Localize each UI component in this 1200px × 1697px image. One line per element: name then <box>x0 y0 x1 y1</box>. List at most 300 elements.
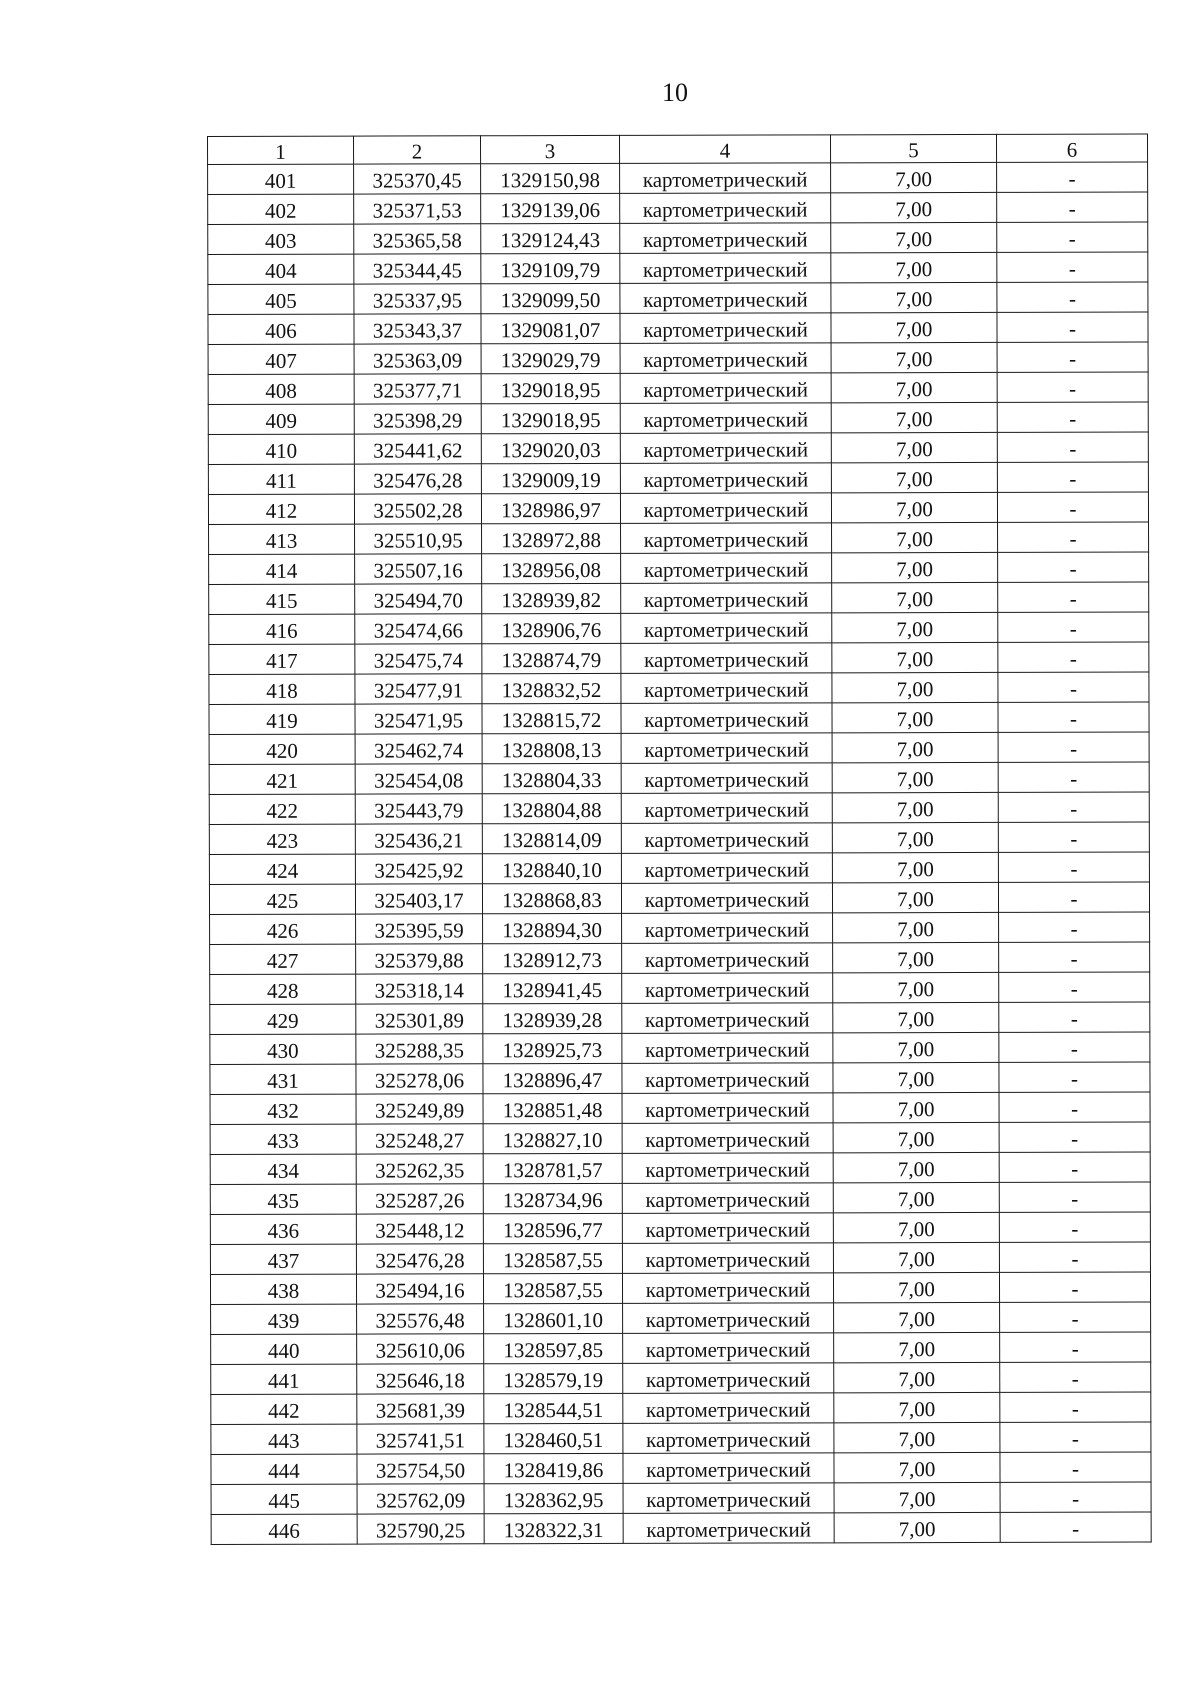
description-cell: - <box>998 612 1149 642</box>
table-row <box>211 1362 1151 1394</box>
y-coordinate-cell: 1329081,07 <box>481 313 620 343</box>
table-row <box>210 912 1150 944</box>
description-cell: - <box>998 552 1149 582</box>
x-coordinate-cell: 325741,51 <box>357 1424 484 1454</box>
description-cell: - <box>1000 1392 1151 1422</box>
method-cell: картометрический <box>622 913 833 944</box>
table-row <box>211 1482 1151 1514</box>
table-row <box>208 282 1148 314</box>
accuracy-cell: 7,00 <box>831 222 997 252</box>
point-number-cell: 431 <box>210 1064 356 1094</box>
y-coordinate-cell: 1328956,08 <box>482 553 621 583</box>
table-row <box>208 312 1148 344</box>
table-row <box>208 162 1148 194</box>
point-number-cell: 419 <box>209 704 355 734</box>
method-cell: картометрический <box>621 673 832 704</box>
x-coordinate-cell: 325471,95 <box>355 704 482 734</box>
table-row <box>209 672 1149 704</box>
description-cell: - <box>999 972 1150 1002</box>
x-coordinate-cell: 325475,74 <box>355 644 482 674</box>
point-number-cell: 445 <box>211 1484 357 1514</box>
accuracy-cell: 7,00 <box>832 642 998 672</box>
description-cell: - <box>997 282 1148 312</box>
y-coordinate-cell: 1329018,95 <box>481 373 620 403</box>
y-coordinate-cell: 1328986,97 <box>481 493 620 523</box>
description-cell: - <box>998 822 1149 852</box>
x-coordinate-cell: 325476,28 <box>356 1244 483 1274</box>
x-coordinate-cell: 325337,95 <box>354 284 481 314</box>
y-coordinate-cell: 1329009,19 <box>481 463 620 493</box>
y-coordinate-cell: 1329139,06 <box>481 193 620 223</box>
y-coordinate-cell: 1328868,83 <box>482 883 621 913</box>
point-number-cell: 426 <box>210 914 356 944</box>
point-number-cell: 409 <box>208 404 354 434</box>
method-cell: картометрический <box>622 1153 833 1184</box>
y-coordinate-cell: 1328460,51 <box>484 1423 623 1453</box>
accuracy-cell: 7,00 <box>833 1152 999 1182</box>
accuracy-cell: 7,00 <box>832 792 998 822</box>
y-coordinate-cell: 1329018,95 <box>481 403 620 433</box>
accuracy-cell: 7,00 <box>834 1452 1000 1482</box>
method-cell: картометрический <box>620 223 831 254</box>
method-cell: картометрический <box>620 373 831 404</box>
description-cell: - <box>999 1152 1150 1182</box>
accuracy-cell: 7,00 <box>832 672 998 702</box>
table-body <box>208 162 1152 1544</box>
method-cell: картометрический <box>622 1123 833 1154</box>
point-number-cell: 441 <box>211 1364 357 1394</box>
table-row <box>211 1422 1151 1454</box>
point-number-cell: 432 <box>210 1094 356 1124</box>
accuracy-cell: 7,00 <box>834 1362 1000 1392</box>
accuracy-cell: 7,00 <box>833 1122 999 1152</box>
description-cell: - <box>1000 1422 1151 1452</box>
y-coordinate-cell: 1328544,51 <box>484 1393 623 1423</box>
y-coordinate-cell: 1328781,57 <box>483 1153 622 1183</box>
y-coordinate-cell: 1328912,73 <box>483 943 622 973</box>
description-cell: - <box>997 162 1148 192</box>
y-coordinate-cell: 1329124,43 <box>481 223 620 253</box>
description-cell: - <box>1000 1362 1151 1392</box>
accuracy-cell: 7,00 <box>833 1032 999 1062</box>
method-cell: картометрический <box>621 583 832 614</box>
description-cell: - <box>999 1272 1150 1302</box>
description-cell: - <box>999 1182 1150 1212</box>
point-number-cell: 438 <box>210 1274 356 1304</box>
method-cell: картометрический <box>621 553 832 584</box>
accuracy-cell: 7,00 <box>832 612 998 642</box>
accuracy-cell: 7,00 <box>832 852 998 882</box>
description-cell: - <box>998 642 1149 672</box>
description-cell: - <box>997 462 1148 492</box>
table-row <box>210 1032 1150 1064</box>
table-row <box>208 252 1148 284</box>
accuracy-cell: 7,00 <box>834 1512 1000 1542</box>
table-row <box>209 612 1149 644</box>
x-coordinate-cell: 325494,70 <box>355 584 482 614</box>
x-coordinate-cell: 325462,74 <box>355 734 482 764</box>
x-coordinate-cell: 325494,16 <box>356 1274 483 1304</box>
description-cell: - <box>997 342 1148 372</box>
method-cell: картометрический <box>620 253 831 284</box>
accuracy-cell: 7,00 <box>833 1212 999 1242</box>
method-cell: картометрический <box>620 283 831 314</box>
table-row <box>210 1122 1150 1154</box>
column-header-6: 6 <box>996 134 1147 162</box>
y-coordinate-cell: 1328906,76 <box>482 613 621 643</box>
table-row <box>211 1512 1151 1544</box>
accuracy-cell: 7,00 <box>831 252 997 282</box>
method-cell: картометрический <box>622 1003 833 1034</box>
table-row <box>210 1182 1150 1214</box>
y-coordinate-cell: 1328579,19 <box>484 1363 623 1393</box>
y-coordinate-cell: 1329099,50 <box>481 283 620 313</box>
point-number-cell: 430 <box>210 1034 356 1064</box>
point-number-cell: 411 <box>208 464 354 494</box>
x-coordinate-cell: 325344,45 <box>354 254 481 284</box>
x-coordinate-cell: 325370,45 <box>354 164 481 194</box>
method-cell: картометрический <box>622 1093 833 1124</box>
accuracy-cell: 7,00 <box>831 492 997 522</box>
description-cell: - <box>998 522 1149 552</box>
method-cell: картометрический <box>620 463 831 494</box>
accuracy-cell: 7,00 <box>832 732 998 762</box>
description-cell: - <box>999 1062 1150 1092</box>
column-header-4: 4 <box>619 135 830 164</box>
point-number-cell: 403 <box>208 224 354 254</box>
point-number-cell: 427 <box>210 944 356 974</box>
x-coordinate-cell: 325398,29 <box>354 404 481 434</box>
x-coordinate-cell: 325576,48 <box>357 1304 484 1334</box>
point-number-cell: 417 <box>209 644 355 674</box>
accuracy-cell: 7,00 <box>833 1092 999 1122</box>
method-cell: картометрический <box>620 433 831 464</box>
y-coordinate-cell: 1328587,55 <box>483 1243 622 1273</box>
x-coordinate-cell: 325448,12 <box>356 1214 483 1244</box>
table-row <box>209 882 1149 914</box>
point-number-cell: 407 <box>208 344 354 374</box>
method-cell: картометрический <box>623 1423 834 1454</box>
description-cell: - <box>997 402 1148 432</box>
description-cell: - <box>998 762 1149 792</box>
method-cell: картометрический <box>621 733 832 764</box>
description-cell: - <box>997 492 1148 522</box>
x-coordinate-cell: 325371,53 <box>354 194 481 224</box>
description-cell: - <box>998 852 1149 882</box>
table-row <box>209 582 1149 614</box>
method-cell: картометрический <box>621 853 832 884</box>
accuracy-cell: 7,00 <box>831 282 997 312</box>
accuracy-cell: 7,00 <box>831 312 997 342</box>
y-coordinate-cell: 1328840,10 <box>482 853 621 883</box>
description-cell: - <box>998 882 1149 912</box>
accuracy-cell: 7,00 <box>832 552 998 582</box>
y-coordinate-cell: 1328734,96 <box>483 1183 622 1213</box>
point-number-cell: 401 <box>208 164 354 194</box>
x-coordinate-cell: 325502,28 <box>354 494 481 524</box>
method-cell: картометрический <box>622 1033 833 1064</box>
description-cell: - <box>998 582 1149 612</box>
table-row <box>211 1302 1151 1334</box>
description-cell: - <box>997 192 1148 222</box>
point-number-cell: 436 <box>210 1214 356 1244</box>
description-cell: - <box>999 1002 1150 1032</box>
column-header-3: 3 <box>481 135 620 163</box>
table-row <box>208 492 1148 524</box>
x-coordinate-cell: 325441,62 <box>354 434 481 464</box>
x-coordinate-cell: 325610,06 <box>357 1334 484 1364</box>
accuracy-cell: 7,00 <box>834 1332 1000 1362</box>
point-number-cell: 439 <box>211 1304 357 1334</box>
point-number-cell: 429 <box>210 1004 356 1034</box>
method-cell: картометрический <box>623 1363 834 1394</box>
accuracy-cell: 7,00 <box>831 162 997 192</box>
accuracy-cell: 7,00 <box>833 1272 999 1302</box>
description-cell: - <box>998 732 1149 762</box>
method-cell: картометрический <box>621 613 832 644</box>
method-cell: картометрический <box>623 1333 834 1364</box>
description-cell: - <box>999 1212 1150 1242</box>
point-number-cell: 424 <box>209 854 355 884</box>
table-row <box>209 822 1149 854</box>
table-row <box>209 642 1149 674</box>
table-row <box>209 792 1149 824</box>
x-coordinate-cell: 325477,91 <box>355 674 482 704</box>
x-coordinate-cell: 325762,09 <box>357 1484 484 1514</box>
description-cell: - <box>1000 1452 1151 1482</box>
method-cell: картометрический <box>623 1393 834 1424</box>
point-number-cell: 440 <box>211 1334 357 1364</box>
description-cell: - <box>997 432 1148 462</box>
table-row <box>210 972 1150 1004</box>
table-row <box>209 522 1149 554</box>
table-row <box>211 1392 1151 1424</box>
method-cell: картометрический <box>620 493 831 524</box>
y-coordinate-cell: 1328939,28 <box>483 1003 622 1033</box>
table-row <box>210 1002 1150 1034</box>
x-coordinate-cell: 325318,14 <box>356 974 483 1004</box>
accuracy-cell: 7,00 <box>834 1422 1000 1452</box>
x-coordinate-cell: 325262,35 <box>356 1154 483 1184</box>
point-number-cell: 418 <box>209 674 355 704</box>
y-coordinate-cell: 1328804,33 <box>482 763 621 793</box>
table-row <box>210 1272 1150 1304</box>
y-coordinate-cell: 1328419,86 <box>484 1453 623 1483</box>
table-row <box>208 192 1148 224</box>
table-row <box>210 942 1150 974</box>
x-coordinate-cell: 325301,89 <box>356 1004 483 1034</box>
y-coordinate-cell: 1328596,77 <box>483 1213 622 1243</box>
point-number-cell: 408 <box>208 374 354 404</box>
table-row <box>210 1212 1150 1244</box>
description-cell: - <box>999 1032 1150 1062</box>
description-cell: - <box>1000 1302 1151 1332</box>
accuracy-cell: 7,00 <box>831 462 997 492</box>
y-coordinate-cell: 1328832,52 <box>482 673 621 703</box>
x-coordinate-cell: 325474,66 <box>355 614 482 644</box>
table-row <box>210 1152 1150 1184</box>
x-coordinate-cell: 325403,17 <box>355 884 482 914</box>
point-number-cell: 414 <box>209 554 355 584</box>
point-number-cell: 433 <box>210 1124 356 1154</box>
accuracy-cell: 7,00 <box>833 942 999 972</box>
table-row <box>210 1242 1150 1274</box>
method-cell: картометрический <box>623 1303 834 1334</box>
x-coordinate-cell: 325425,92 <box>355 854 482 884</box>
method-cell: картометрический <box>621 763 832 794</box>
description-cell: - <box>999 942 1150 972</box>
column-header-1: 1 <box>208 136 354 164</box>
column-header-5: 5 <box>830 134 996 162</box>
method-cell: картометрический <box>622 943 833 974</box>
y-coordinate-cell: 1328322,31 <box>484 1513 623 1543</box>
table-row <box>209 732 1149 764</box>
x-coordinate-cell: 325436,21 <box>355 824 482 854</box>
y-coordinate-cell: 1328808,13 <box>482 733 621 763</box>
point-number-cell: 416 <box>209 614 355 644</box>
point-number-cell: 405 <box>208 284 354 314</box>
y-coordinate-cell: 1328814,09 <box>482 823 621 853</box>
method-cell: картометрический <box>623 1483 834 1514</box>
accuracy-cell: 7,00 <box>834 1302 1000 1332</box>
description-cell: - <box>997 222 1148 252</box>
method-cell: картометрический <box>620 313 831 344</box>
x-coordinate-cell: 325278,06 <box>356 1064 483 1094</box>
description-cell: - <box>1000 1332 1151 1362</box>
method-cell: картометрический <box>621 703 832 734</box>
method-cell: картометрический <box>621 793 832 824</box>
point-number-cell: 422 <box>209 794 355 824</box>
y-coordinate-cell: 1328597,85 <box>484 1333 623 1363</box>
description-cell: - <box>1000 1482 1151 1512</box>
accuracy-cell: 7,00 <box>833 972 999 1002</box>
y-coordinate-cell: 1328601,10 <box>484 1303 623 1333</box>
accuracy-cell: 7,00 <box>832 522 998 552</box>
description-cell: - <box>999 1122 1150 1152</box>
table-row <box>208 402 1148 434</box>
accuracy-cell: 7,00 <box>831 342 997 372</box>
x-coordinate-cell: 325248,27 <box>356 1124 483 1154</box>
table-row <box>208 432 1148 464</box>
description-cell: - <box>1000 1512 1151 1542</box>
accuracy-cell: 7,00 <box>831 402 997 432</box>
x-coordinate-cell: 325287,26 <box>356 1184 483 1214</box>
table-row <box>211 1452 1151 1484</box>
x-coordinate-cell: 325790,25 <box>357 1514 484 1544</box>
method-cell: картометрический <box>622 973 833 1004</box>
point-number-cell: 442 <box>211 1394 357 1424</box>
y-coordinate-cell: 1328874,79 <box>482 643 621 673</box>
x-coordinate-cell: 325476,28 <box>354 464 481 494</box>
point-number-cell: 423 <box>209 824 355 854</box>
table-row <box>211 1332 1151 1364</box>
y-coordinate-cell: 1328851,48 <box>483 1093 622 1123</box>
x-coordinate-cell: 325249,89 <box>356 1094 483 1124</box>
accuracy-cell: 7,00 <box>832 762 998 792</box>
x-coordinate-cell: 325395,59 <box>356 914 483 944</box>
point-number-cell: 410 <box>208 434 354 464</box>
description-cell: - <box>999 912 1150 942</box>
y-coordinate-cell: 1329150,98 <box>481 163 620 193</box>
table-row <box>210 1062 1150 1094</box>
x-coordinate-cell: 325363,09 <box>354 344 481 374</box>
description-cell: - <box>999 1092 1150 1122</box>
table-row <box>208 372 1148 404</box>
x-coordinate-cell: 325454,08 <box>355 764 482 794</box>
accuracy-cell: 7,00 <box>833 912 999 942</box>
y-coordinate-cell: 1328941,45 <box>483 973 622 1003</box>
accuracy-cell: 7,00 <box>834 1482 1000 1512</box>
accuracy-cell: 7,00 <box>832 582 998 612</box>
point-number-cell: 420 <box>209 734 355 764</box>
method-cell: картометрический <box>620 193 831 224</box>
x-coordinate-cell: 325379,88 <box>356 944 483 974</box>
x-coordinate-cell: 325443,79 <box>355 794 482 824</box>
x-coordinate-cell: 325365,58 <box>354 224 481 254</box>
y-coordinate-cell: 1328925,73 <box>483 1033 622 1063</box>
coordinates-table <box>207 134 1152 1545</box>
point-number-cell: 406 <box>208 314 354 344</box>
y-coordinate-cell: 1328894,30 <box>483 913 622 943</box>
x-coordinate-cell: 325377,71 <box>354 374 481 404</box>
point-number-cell: 421 <box>209 764 355 794</box>
description-cell: - <box>998 672 1149 702</box>
description-cell: - <box>998 792 1149 822</box>
description-cell: - <box>997 312 1148 342</box>
y-coordinate-cell: 1328827,10 <box>483 1123 622 1153</box>
accuracy-cell: 7,00 <box>834 1392 1000 1422</box>
accuracy-cell: 7,00 <box>833 1062 999 1092</box>
y-coordinate-cell: 1328815,72 <box>482 703 621 733</box>
point-number-cell: 415 <box>209 584 355 614</box>
method-cell: картометрический <box>622 1183 833 1214</box>
point-number-cell: 434 <box>210 1154 356 1184</box>
table-row <box>209 552 1149 584</box>
point-number-cell: 428 <box>210 974 356 1004</box>
accuracy-cell: 7,00 <box>833 1002 999 1032</box>
point-number-cell: 425 <box>209 884 355 914</box>
y-coordinate-cell: 1328972,88 <box>482 523 621 553</box>
method-cell: картометрический <box>622 1243 833 1274</box>
accuracy-cell: 7,00 <box>832 702 998 732</box>
method-cell: картометрический <box>620 403 831 434</box>
method-cell: картометрический <box>620 343 831 374</box>
header-row <box>208 134 1148 164</box>
y-coordinate-cell: 1328896,47 <box>483 1063 622 1093</box>
method-cell: картометрический <box>622 1063 833 1094</box>
description-cell: - <box>999 1242 1150 1272</box>
point-number-cell: 446 <box>211 1514 357 1544</box>
x-coordinate-cell: 325754,50 <box>357 1454 484 1484</box>
accuracy-cell: 7,00 <box>831 192 997 222</box>
y-coordinate-cell: 1329029,79 <box>481 343 620 373</box>
page-number: 10 <box>662 78 688 107</box>
description-cell: - <box>997 372 1148 402</box>
y-coordinate-cell: 1328362,95 <box>484 1483 623 1513</box>
description-cell: - <box>997 252 1148 282</box>
method-cell: картометрический <box>623 1453 834 1484</box>
y-coordinate-cell: 1329109,79 <box>481 253 620 283</box>
y-coordinate-cell: 1328939,82 <box>482 583 621 613</box>
point-number-cell: 402 <box>208 194 354 224</box>
table-row <box>210 1092 1150 1124</box>
accuracy-cell: 7,00 <box>832 882 998 912</box>
y-coordinate-cell: 1329020,03 <box>481 433 620 463</box>
table-row <box>209 762 1149 794</box>
point-number-cell: 412 <box>208 494 354 524</box>
x-coordinate-cell: 325343,37 <box>354 314 481 344</box>
method-cell: картометрический <box>621 823 832 854</box>
